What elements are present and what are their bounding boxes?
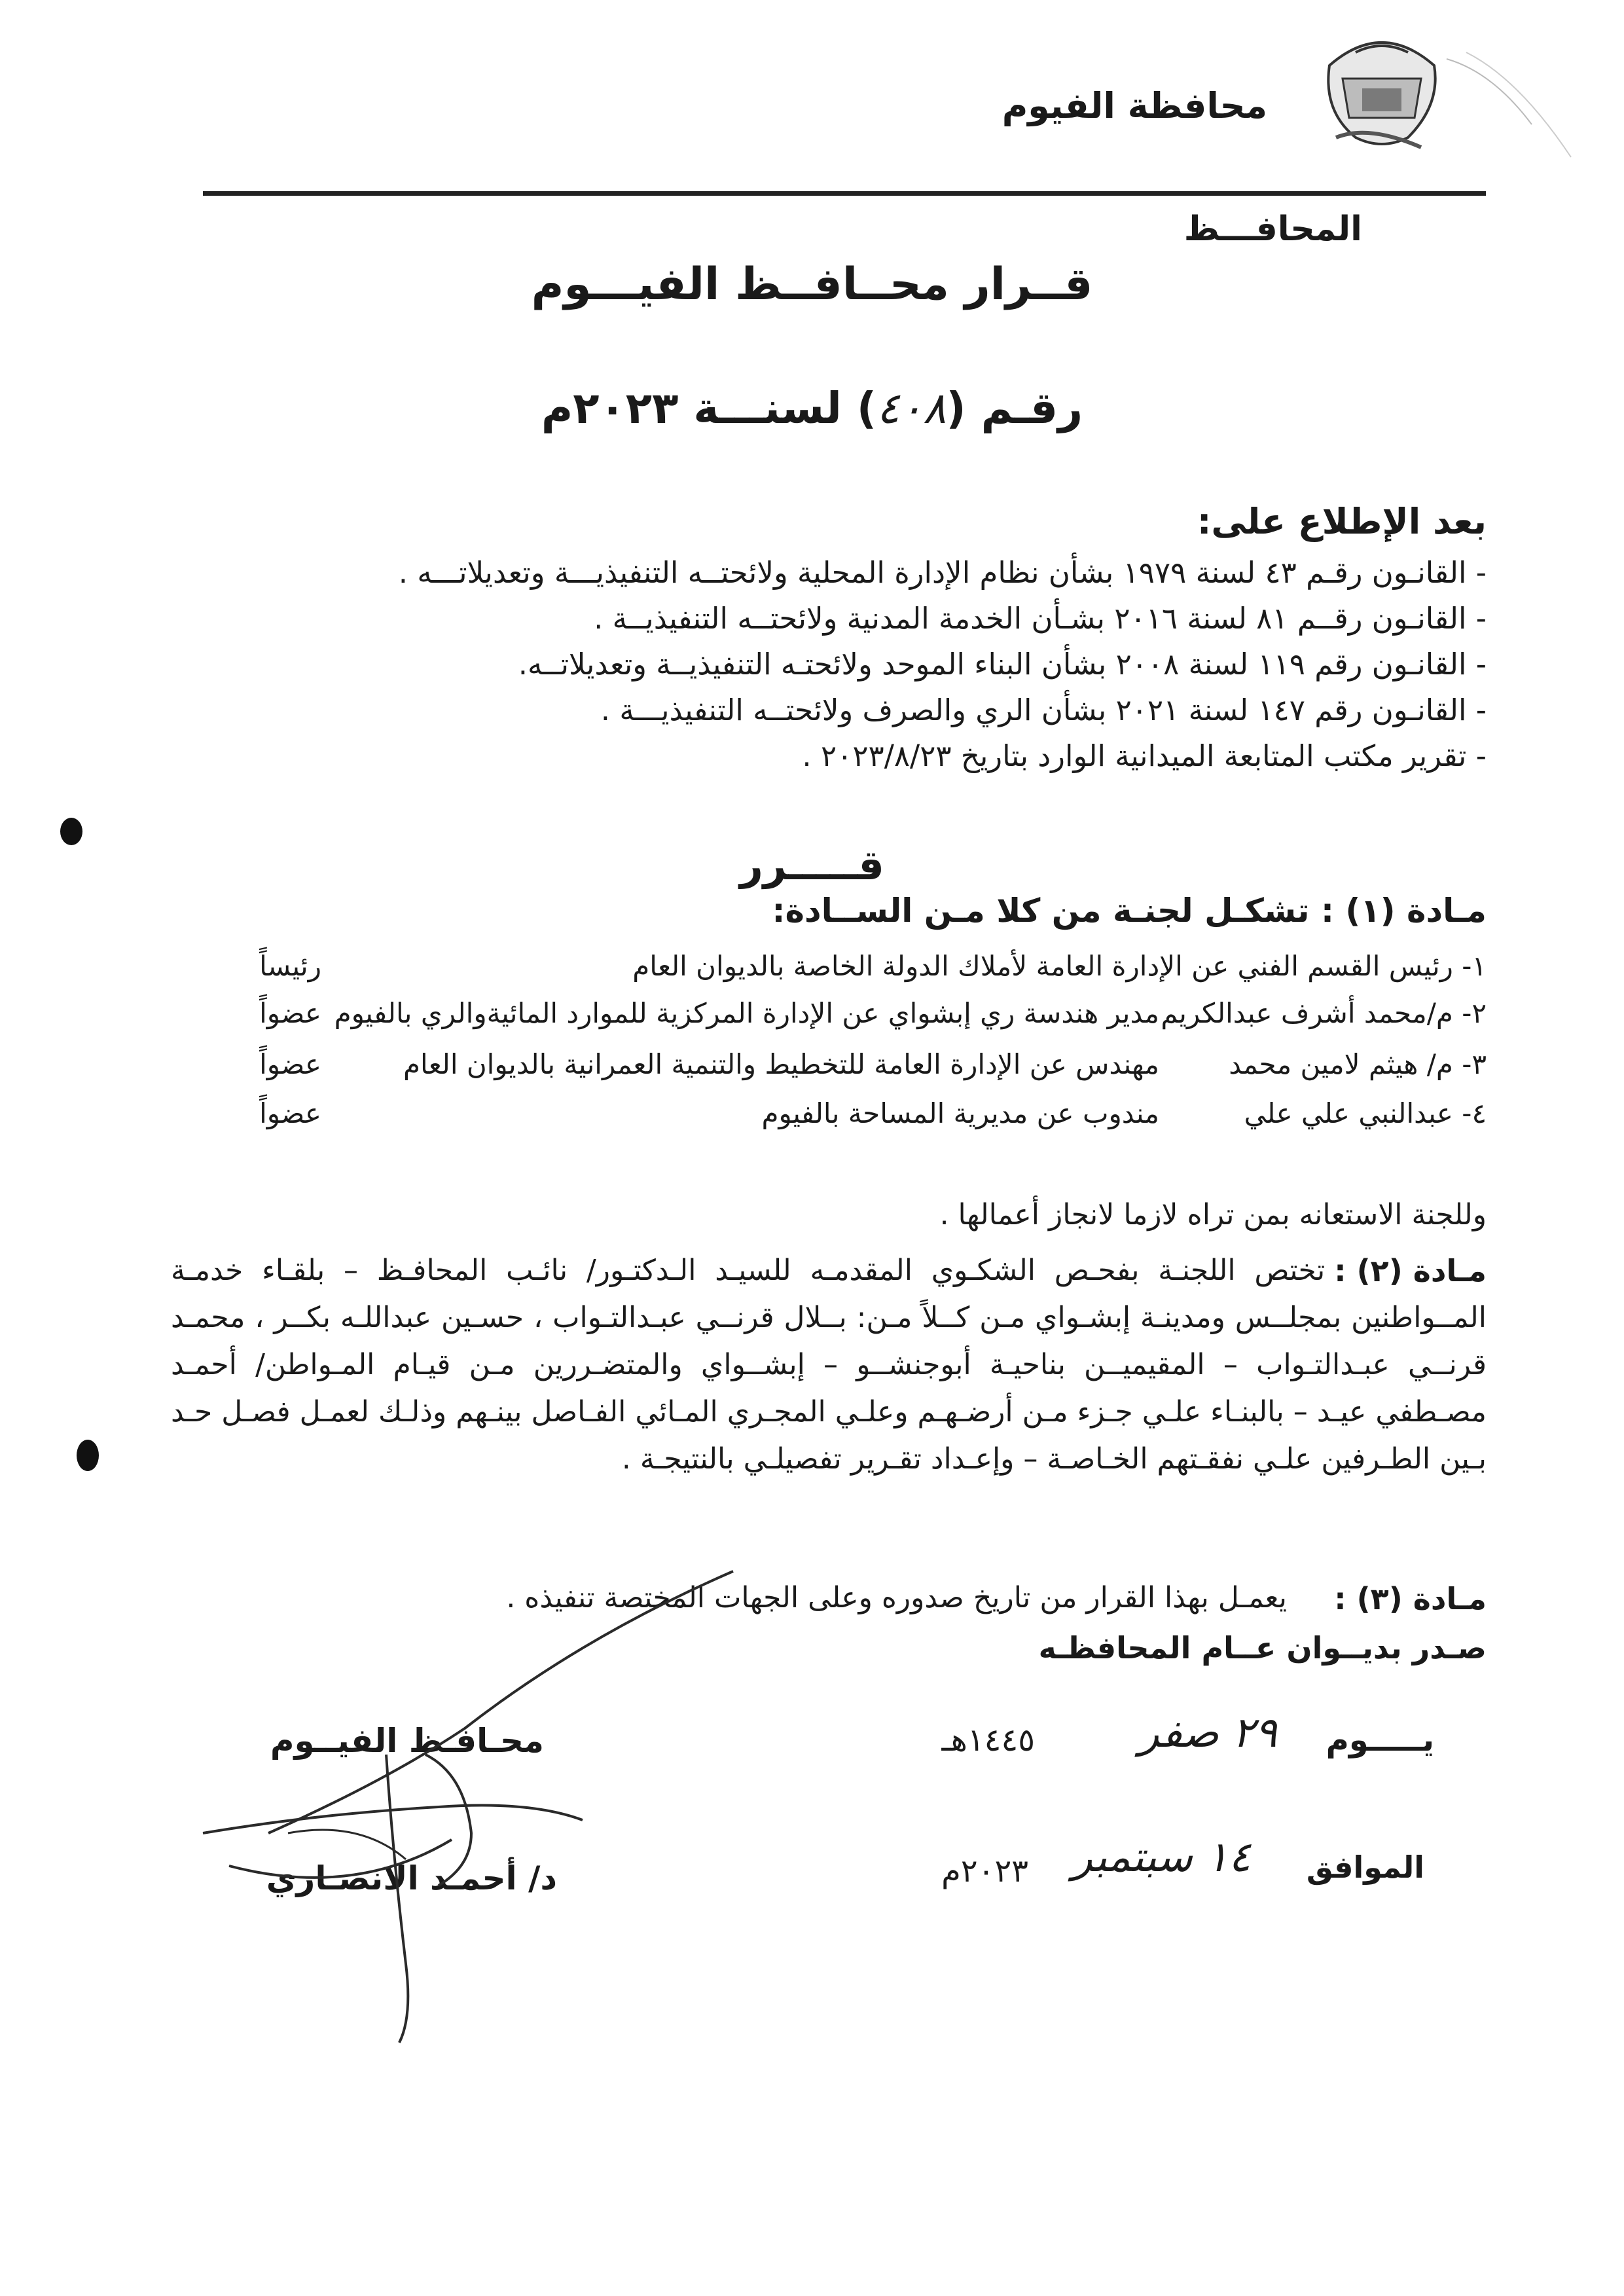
preamble-item: - تقرير مكتب المتابعة الميدانية الوارد بتاريخ ٢٠٢٣/٨/٢٣ . (802, 738, 1487, 773)
member-name: ٤- عبدالنبي علي علي (1244, 1097, 1487, 1129)
member-name: ٣- م/ هيثم لامين محمد (1229, 1048, 1487, 1080)
governorate-logo (1316, 26, 1447, 157)
article-2-label: مـادة (٢) : (1334, 1253, 1487, 1288)
hijri-year: ١٤٤٥هـ (941, 1722, 1035, 1758)
member-title: مدير هندسة ري إبشواي عن الإدارة المركزية للموارد المائيةوالري بالفيوم (334, 997, 1159, 1029)
governor-title: محـافـظ الفيــوم (270, 1722, 544, 1760)
hijri-date-handwritten: ٢٩ صفر (1138, 1709, 1277, 1757)
preamble-list (112, 550, 1487, 779)
preamble-item: - القانـون رقـم ٤٣ لسنة ١٩٧٩ بشأن نظام الإدارة المحلية ولائحتــه التنفيذيـــة وتعديلاتـــه . (398, 555, 1487, 590)
article-1-heading: مـادة (١) : تشكـل لجنـة من كلا مـن الســادة: (772, 892, 1487, 930)
committee-member-row (177, 1041, 1487, 1088)
governorate-name: محافظة الفيوم (1001, 85, 1267, 126)
member-role: عضواً (259, 1097, 321, 1129)
header-divider (203, 191, 1486, 196)
gregorian-year: ٢٠٢٣م (941, 1853, 1028, 1889)
decision-number-handwritten: ٤٠٨ (876, 383, 947, 433)
gregorian-date-handwritten: ١٤ سبتمبر (1072, 1833, 1251, 1882)
committee-note: وللجنة الاستعانه بمن تراه لازما لانجاز أعمالها . (939, 1198, 1487, 1231)
committee-member-row (177, 990, 1487, 1037)
issued-line: صـدر بديــوان عــام المحافظـه (1038, 1630, 1487, 1666)
gregorian-date-label: الموافق (1306, 1850, 1424, 1885)
punch-hole-mark (58, 815, 85, 848)
committee-member-row (177, 943, 1487, 990)
preamble-item: - القانـون رقم ١١٩ لسنة ٢٠٠٨ بشأن البناء الموحد ولائحتـه التنفيذيــة وتعديلاتــه. (518, 647, 1487, 682)
article-2-block (171, 1247, 1487, 1483)
decision-title: قــرار محــافــظ الفيـــوم (531, 259, 1093, 310)
article-2-text: تختص اللجنـة بفحـص الشكـوي المقدمـه للسيـد الـدكتـور/ نائـب المحافـظ – بلقـاء خدمـة المــواطنين بمجلــس ومدينـة إبشـواي مـن كــلاً مـن: بــلال قرنــي عبـدالتـواب ، حسـين عبداللـه بكــر ، محمـد قرنــي عبـدالتـواب – المقيميــن بناحيـة أبوجنشــو – إبشــواي والمتضـررين مـن قيـام المـواطن/ أحمـد مصـطفي عيـد – بالبنـاء علـي جـزء مـن أرضـهـم وعلـي المجـري المـائي الفـاصل بينـهم وذلـك لعمـل فصـل حـد بـين الطـرفين علـي نفقـتهم الخـاصـة – وإعـداد تقـرير تفصيلـي بالنتيجـة . (171, 1254, 1487, 1476)
member-role: رئيساً (259, 950, 321, 982)
office-label: المحافـــظ (1183, 210, 1362, 249)
preamble-item: - القانـون رقم ١٤٧ لسنة ٢٠٢١ بشأن الري والصرف ولائحتــه التنفيذيـــة . (600, 693, 1487, 727)
member-role: عضواً (259, 997, 321, 1029)
article-3-text: يعمـل بهذا القرار من تاريخ صدوره وعلى الجهات المختصة تنفيذه . (506, 1581, 1287, 1614)
member-role: عضواً (259, 1048, 321, 1080)
decision-number-prefix: رقـم ( (946, 383, 1083, 433)
decision-number-suffix: ) لسنـــة ٢٠٢٣م (541, 383, 877, 433)
resolved-heading: قـــــرر (740, 841, 884, 889)
day-label: يـــــوم (1326, 1722, 1434, 1758)
preamble-item: - القانـون رقــم ٨١ لسنة ٢٠١٦ بشـأن الخدمة المدنية ولائحتــه التنفيذيــة . (594, 601, 1487, 636)
committee-member-row (177, 1090, 1487, 1137)
scan-artifact-marks (1440, 46, 1584, 177)
member-name: ٢- م/محمد أشرف عبدالكريم (1161, 997, 1487, 1029)
preamble-heading: بعد الإطلاع على: (1197, 501, 1487, 542)
handwritten-signature (190, 1558, 779, 2049)
member-name: ١- رئيس القسم الفني عن الإدارة العامة لأملاك الدولة الخاصة بالديوان العام (632, 950, 1487, 982)
article-3-label: مـادة (٣) : (1334, 1581, 1487, 1616)
member-title: مندوب عن مديرية المساحة بالفيوم (761, 1097, 1159, 1129)
punch-hole-mark (73, 1437, 102, 1474)
decision-number-line (0, 383, 1624, 433)
governor-name: د/ أحمـد الانصـاري (266, 1859, 557, 1897)
member-title: مهندس عن الإدارة العامة للتخطيط والتنمية العمرانية بالديوان العام (403, 1048, 1159, 1080)
